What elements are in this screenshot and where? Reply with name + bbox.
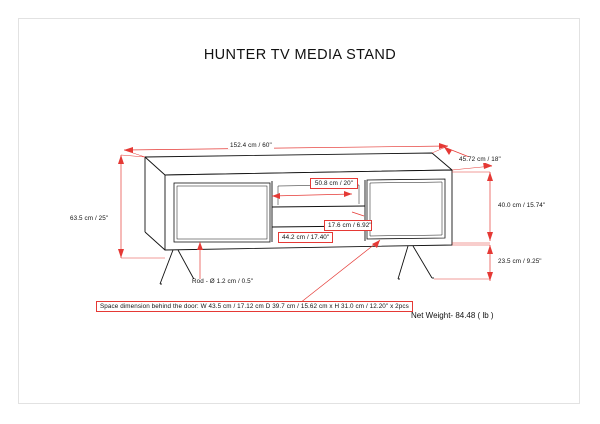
page-title: HUNTER TV MEDIA STAND bbox=[203, 47, 397, 63]
dim-shelf-inner-height: 17.6 cm / 6.92" bbox=[324, 220, 372, 231]
dim-shelf-depth: 44.2 cm / 17.40" bbox=[278, 232, 333, 243]
dim-leg-height-right: 23.5 cm / 9.25" bbox=[498, 258, 542, 265]
dim-height-left: 63.5 cm / 25" bbox=[70, 215, 109, 222]
dim-rod: Rod - Ø 1.2 cm / 0.5" bbox=[192, 278, 254, 285]
dim-cabinet-height-right: 40.0 cm / 15.74" bbox=[498, 202, 546, 209]
dim-depth-top-right: 45.72 cm / 18" bbox=[459, 156, 501, 163]
dim-width-top: 152.4 cm / 60" bbox=[230, 142, 272, 149]
net-weight-label: Net Weight- 84.48 ( lb ) bbox=[411, 311, 494, 320]
note-space-behind-door: Space dimension behind the door: W 43.5 cm / 17.12 cm D 39.7 cm / 15.62 cm x H 31.0 cm / 12.20" x 2pcs bbox=[96, 301, 413, 312]
dim-shelf-width: 50.8 cm / 20" bbox=[310, 178, 358, 189]
